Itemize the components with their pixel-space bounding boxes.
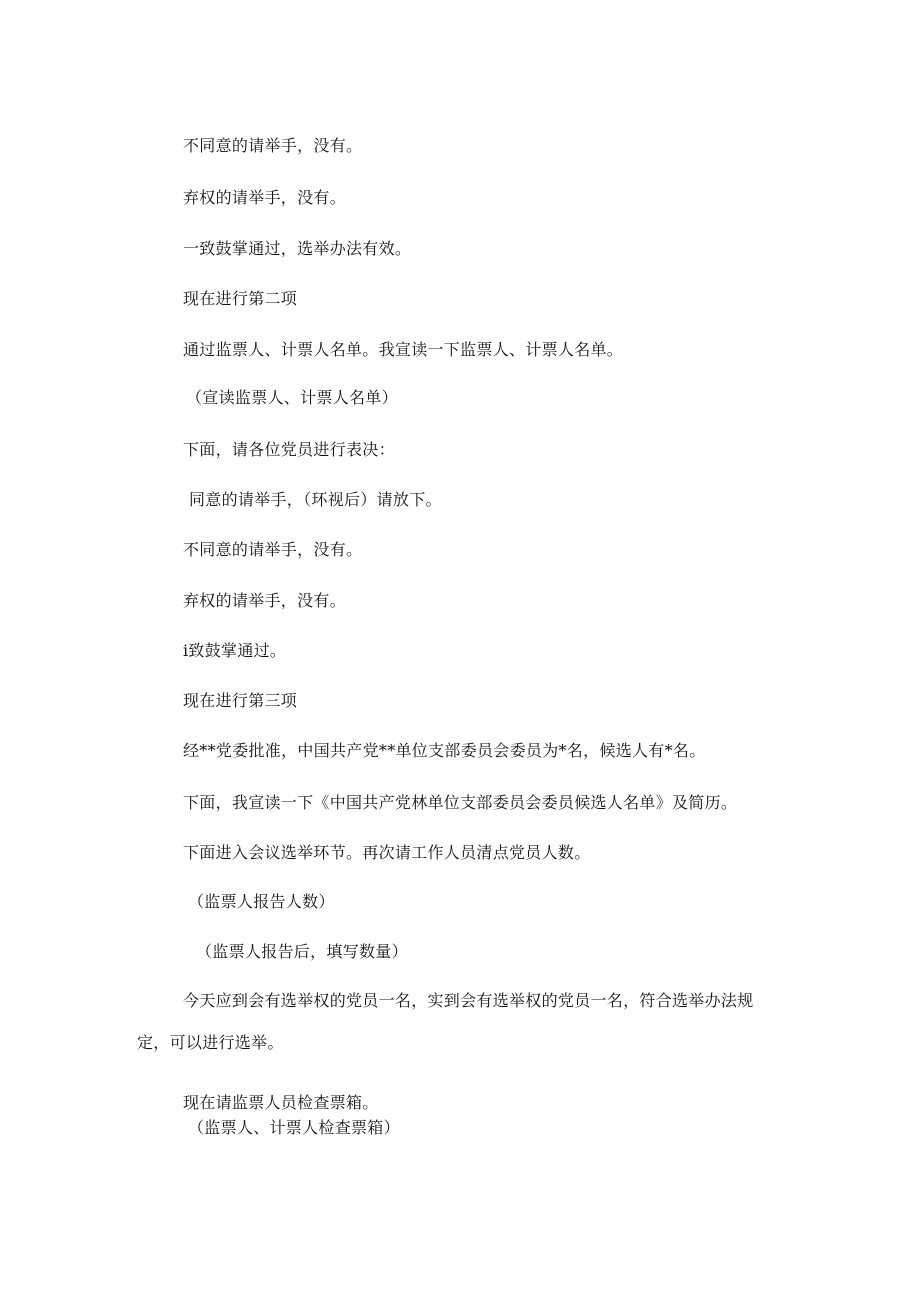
text-line: 下面，请各位党员进行表决： (183, 440, 395, 459)
stage-direction: （监票人、计票人检查票箱） (188, 1118, 400, 1137)
text-line: 下面进入会议选举环节。再次请工作人员清点党员人数。 (183, 843, 591, 862)
stage-direction: （监票人报告后，填写数量） (196, 942, 408, 961)
stage-direction: （监票人报告人数） (188, 892, 335, 911)
text-line: 不同意的请举手，没有。 (183, 540, 363, 559)
text-line: 弃权的请举手，没有。 (183, 188, 347, 207)
text-line: 现在请监票人员检查票箱。 (183, 1093, 379, 1112)
text-line: 通过监票人、计票人名单。我宣读一下监票人、计票人名单。 (183, 340, 624, 359)
section-heading: 现在进行第三项 (183, 691, 298, 710)
text-line: 弃权的请举手，没有。 (183, 591, 347, 610)
paragraph-first-line: 今天应到会有选举权的党员一名，实到会有选举权的党员一名，符合选举办法规 (183, 991, 754, 1010)
stage-direction: （宣读监票人、计票人名单） (186, 388, 398, 407)
text-line: i致鼓掌通过。 (183, 641, 287, 660)
text-line: 下面，我宣读一下《中国共产党林单位支部委员会委员候选人名单》及简历。 (183, 793, 738, 812)
text-line: 一致鼓掌通过，选举办法有效。 (183, 239, 412, 258)
text-line: 不同意的请举手，没有。 (183, 136, 363, 155)
section-heading: 现在进行第二项 (183, 289, 298, 308)
text-line: 同意的请举手，（环视后）请放下。 (189, 490, 442, 509)
text-line: 经**党委批准，中国共产党**单位支部委员会委员为*名，候选人有*名。 (183, 741, 706, 760)
paragraph-continuation: 定，可以进行选举。 (137, 1033, 284, 1052)
body-paragraph (137, 986, 797, 1058)
